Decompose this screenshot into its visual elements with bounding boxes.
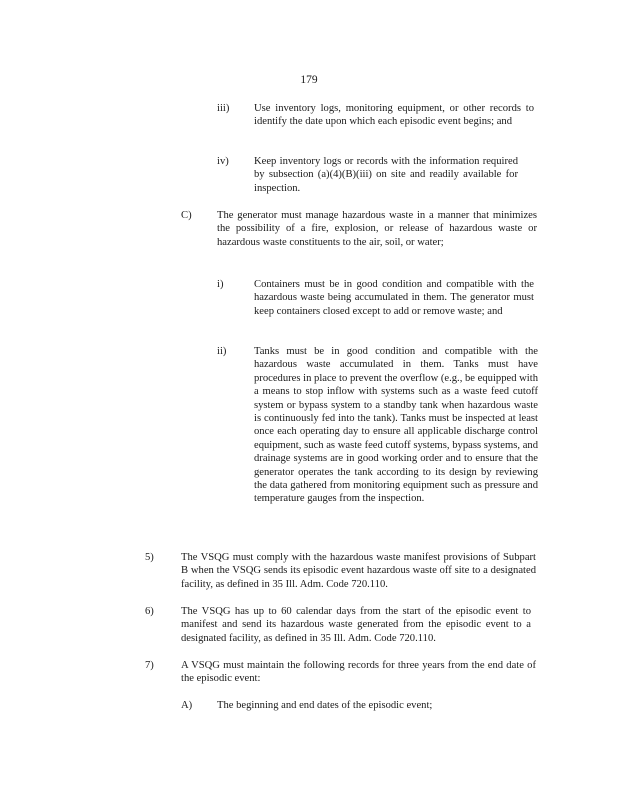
page-number: 179 (300, 74, 318, 86)
item-text-iii: Use inventory logs, monitoring equipment, or other records to identify the date upon which each episodic event begins; and (254, 103, 534, 128)
item-text-a: The beginning and end dates of the episodic event; (217, 700, 433, 711)
item-label-ii: ii) (217, 346, 227, 357)
item-text-ii: Tanks must be in good condition and compatible with the hazardous waste accumulated in them. Tanks must have procedures in place to prevent the overflow (e.g., be equipped with a means to stop inflow with systems such as a waste feed cutoff system or bypass system to a standby tank when hazardous waste is continuously fed into the tank). Tanks must be inspected at least once each operating day to ensure all applicable discharge control equipment, such as waste feed cutoff systems, bypass systems, and drainage systems are in good working order and to ensure that the generator operates the tank according to its design by reviewing the data gathered from monitoring equipment such as pressure and temperature gauges from the inspection. (254, 346, 538, 505)
item-text-6: The VSQG has up to 60 calendar days from the start of the episodic event to manifest and send its hazardous waste generated from the episodic event to a designated facility, as defined in 35 Ill. Adm. Code 720.110. (181, 606, 531, 644)
item-label-5: 5) (145, 552, 154, 563)
item-text-c: The generator must manage hazardous waste in a manner that minimizes the possibility of a fire, explosion, or release of hazardous waste or hazardous waste constituents to the air, soil, or water; (217, 210, 537, 248)
item-text-7: A VSQG must maintain the following records for three years from the end date of the episodic event: (181, 660, 536, 685)
item-label-c: C) (181, 210, 192, 221)
item-label-iii: iii) (217, 103, 230, 114)
item-label-7: 7) (145, 660, 154, 671)
item-text-5: The VSQG must comply with the hazardous waste manifest provisions of Subpart B when the VSQG sends its episodic event hazardous waste off site to a designated facility, as defined in 35 Ill. Adm. Code 720.110. (181, 552, 536, 590)
item-label-iv: iv) (217, 156, 229, 167)
item-text-iv: Keep inventory logs or records with the information required by subsection (a)(4)(B)(iii) on site and readily available for inspection. (254, 156, 518, 194)
item-label-i: i) (217, 279, 224, 290)
item-label-a: A) (181, 700, 193, 711)
item-label-6: 6) (145, 606, 154, 617)
item-text-i: Containers must be in good condition and compatible with the hazardous waste being accumulated in them. The generator must keep containers closed except to add or remove waste; and (254, 279, 534, 317)
